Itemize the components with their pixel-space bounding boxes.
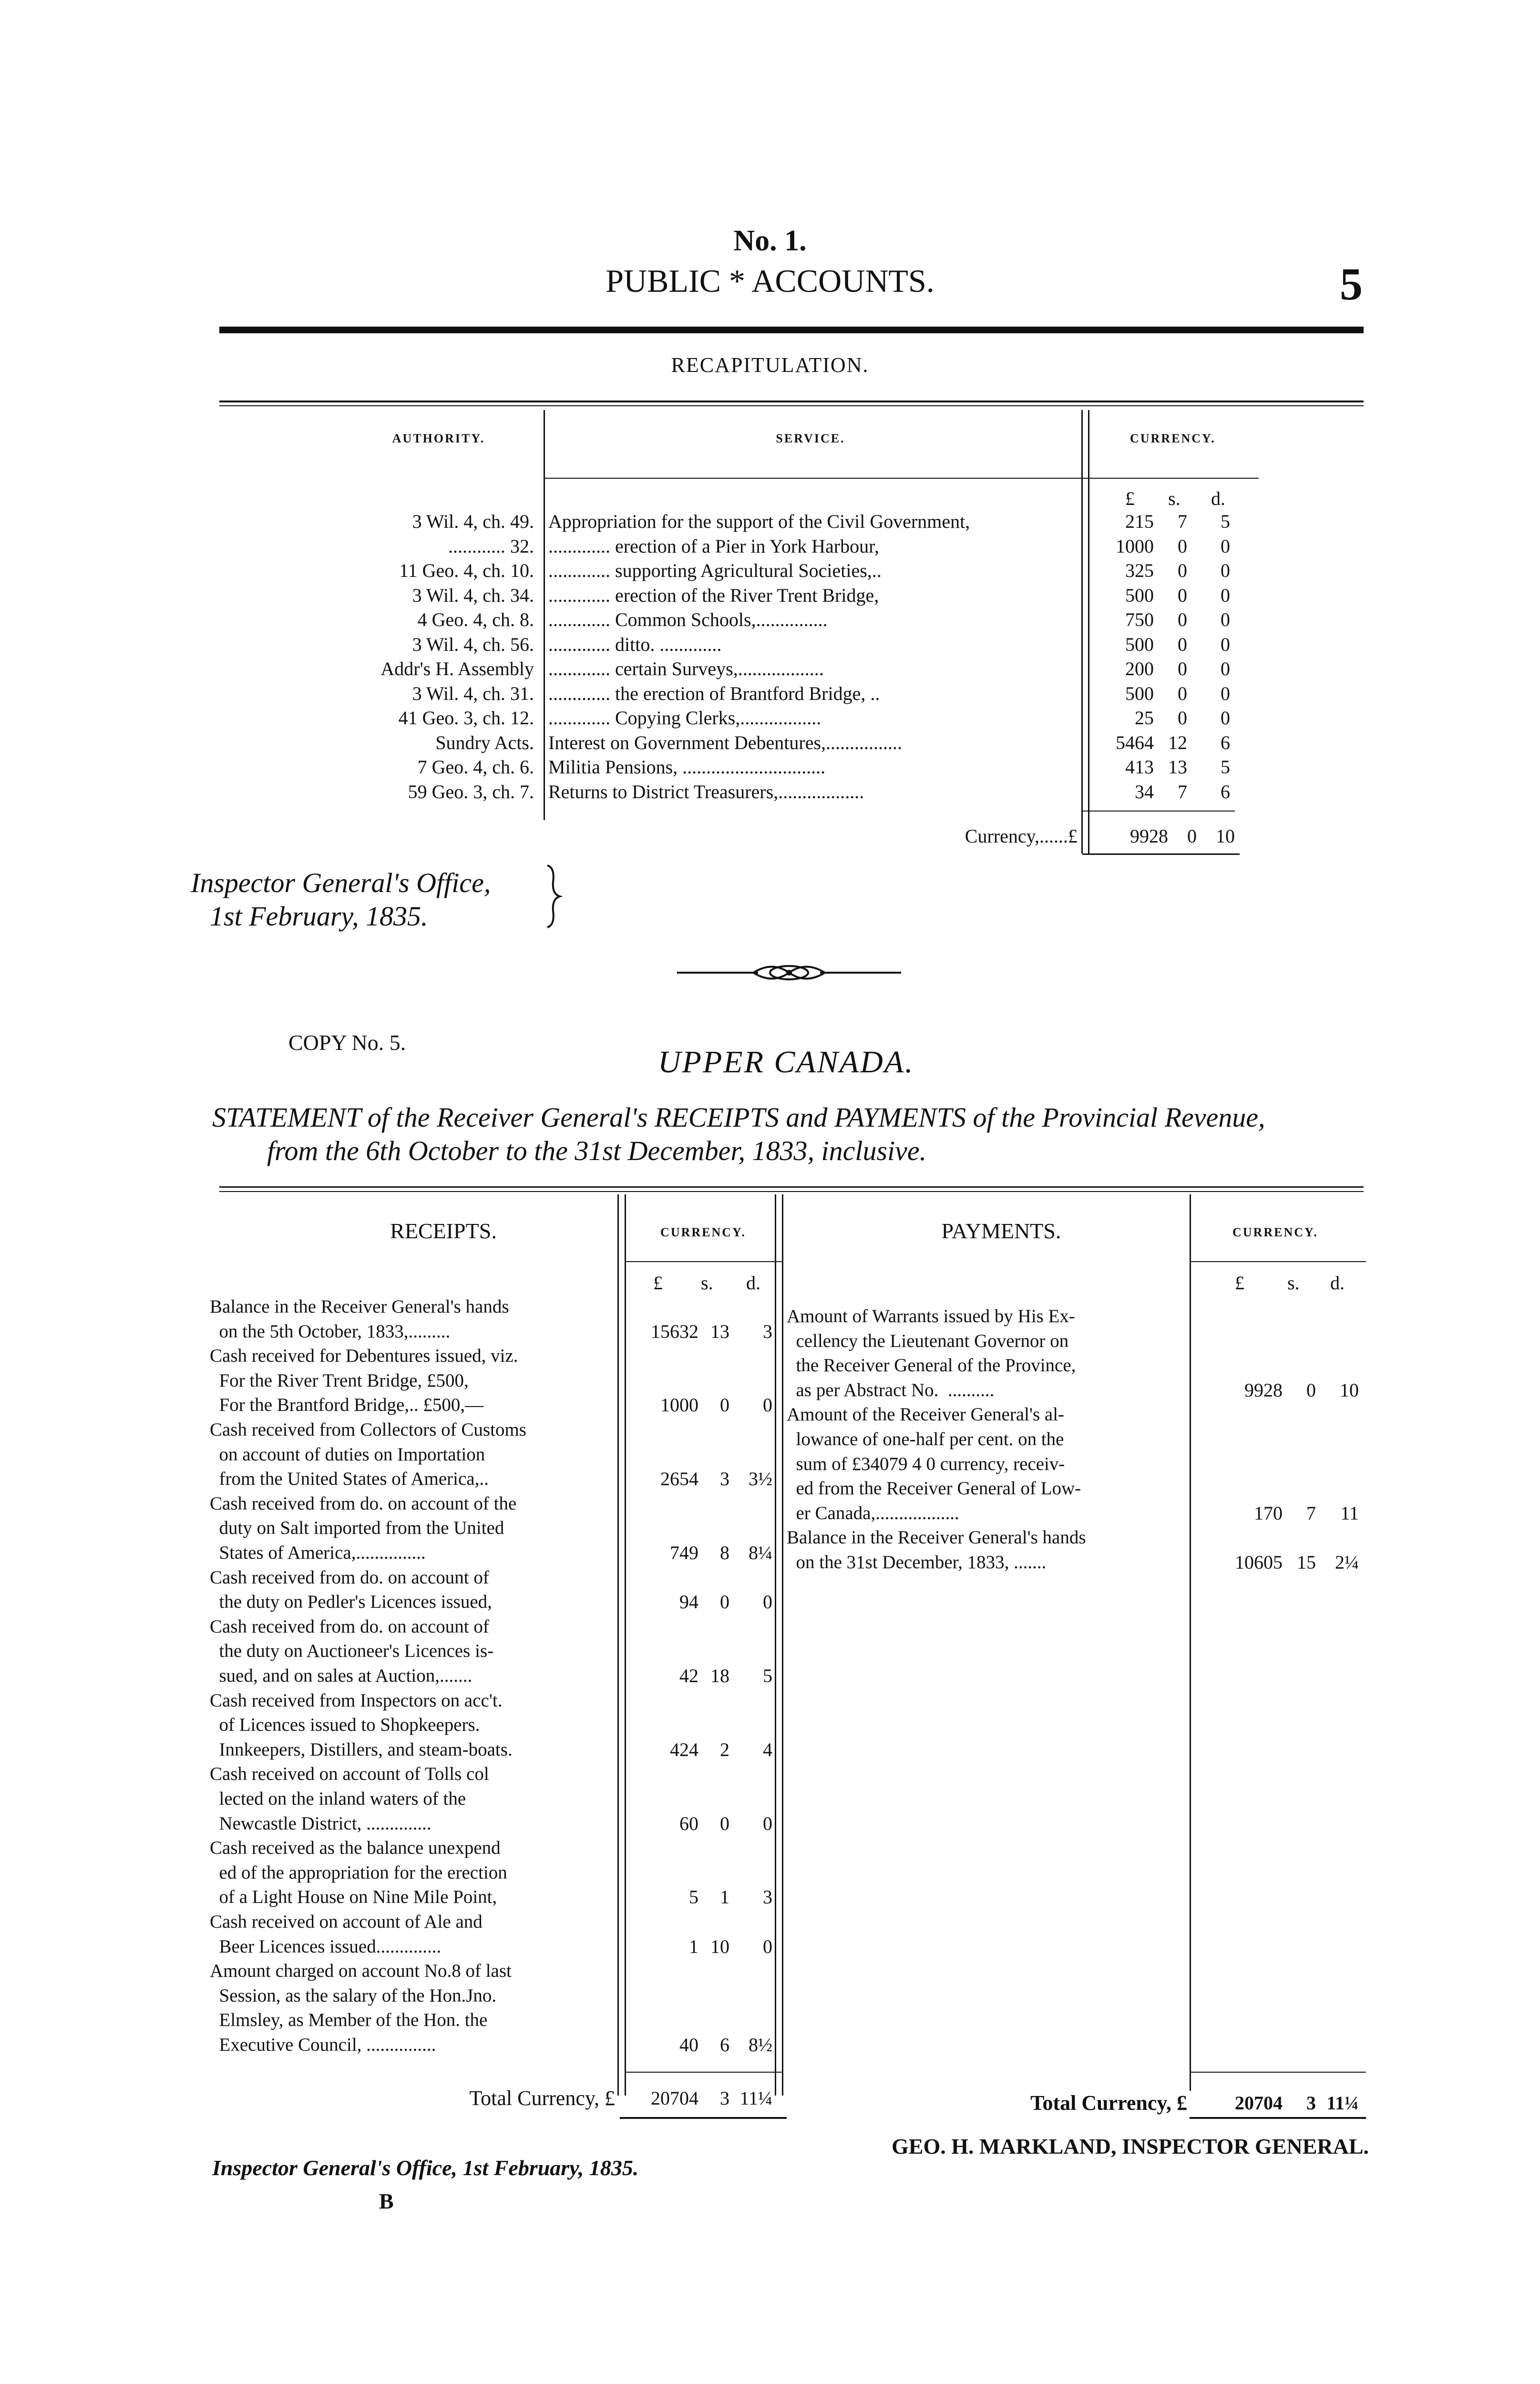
recap-total-label: Currency,......£ [965, 825, 1078, 847]
receipt-shillings: 0 [720, 1812, 729, 1834]
recap-shillings: 13 [1168, 756, 1187, 778]
receipt-line: of Licences issued to Shopkeepers. [210, 1715, 480, 1736]
recap-authority: 11 Geo. 4, ch. 10. [399, 560, 534, 581]
recap-divider-3 [1088, 410, 1089, 853]
stmt-total-label-right: Total Currency, £ [1030, 2091, 1187, 2115]
receipt-pounds: 1 [689, 1935, 698, 1957]
recapitulation-title: RECAPITULATION. [671, 353, 869, 377]
recap-pounds: 413 [1125, 756, 1154, 778]
recap-pounds: 34 [1135, 781, 1154, 802]
recap-shillings: 12 [1168, 731, 1187, 753]
recap-pounds: 500 [1125, 584, 1154, 606]
receipt-line: For the River Trent Bridge, £500, [210, 1370, 469, 1391]
recap-pounds: 25 [1135, 707, 1154, 729]
receipt-pence: 3½ [749, 1468, 772, 1490]
receipt-pounds: 749 [670, 1542, 698, 1563]
receipt-pounds: 40 [679, 2034, 698, 2055]
receipt-shillings: 10 [710, 1935, 729, 1957]
stmt-total-label-left: Total Currency, £ [469, 2086, 615, 2110]
receipt-pence: 3 [763, 1886, 772, 1908]
recap-col-service: SERVICE. [776, 432, 845, 445]
receipt-line: Newcastle District, .............. [210, 1813, 431, 1834]
recap-col-authority: AUTHORITY. [392, 432, 485, 445]
receipt-shillings: 18 [710, 1665, 729, 1686]
receipt-shillings: 0 [720, 1591, 729, 1613]
header-rule [219, 327, 1364, 333]
stmt-unit-pounds-2: £ [1235, 1272, 1244, 1294]
recap-head-rule [544, 478, 1259, 479]
receipt-pounds: 15632 [651, 1320, 698, 1342]
payment-pounds: 170 [1254, 1502, 1283, 1524]
recap-pounds: 325 [1125, 560, 1154, 581]
stmt-total-right-shillings: 3 [1306, 2092, 1316, 2114]
statement-title-line2: from the 6th October to the 31st December, 1833, inclusive. [267, 1135, 927, 1166]
recap-authority: 59 Geo. 3, ch. 7. [408, 781, 534, 802]
payment-line: sum of £34079 4 0 currency, receiv- [787, 1453, 1065, 1474]
payment-pounds: 10605 [1235, 1552, 1283, 1573]
recap-unit-pence: d. [1211, 488, 1225, 509]
stmt-total-rule-1 [620, 2117, 787, 2119]
payment-line: Amount of Warrants issued by His Ex- [787, 1306, 1075, 1326]
payment-shillings: 7 [1306, 1502, 1316, 1524]
receipt-line: Cash received on account of Tolls col [210, 1764, 489, 1785]
receipt-shillings: 13 [710, 1320, 729, 1342]
recap-top-rule-thin [219, 405, 1364, 406]
payment-shillings: 0 [1306, 1379, 1316, 1401]
recap-pounds: 215 [1125, 511, 1154, 532]
receipt-shillings: 3 [720, 1468, 729, 1490]
receipt-line: Session, as the salary of the Hon.Jno. [210, 1985, 497, 2006]
recap-signature-line2: 1st February, 1835. [210, 901, 428, 932]
stmt-divider-1 [617, 1194, 619, 2096]
recap-service: ............. certain Surveys,.................. [548, 658, 824, 679]
stmt-total-left-pounds: 20704 [651, 2087, 698, 2109]
recap-total-pounds: 9928 [1130, 825, 1168, 847]
payment-pounds: 9928 [1244, 1379, 1283, 1401]
receipt-pence: 0 [763, 1812, 772, 1834]
receipt-line: Cash received from do. on account of [210, 1616, 489, 1637]
upper-canada-heading: UPPER CANADA. [658, 1045, 914, 1079]
recap-authority: Sundry Acts. [435, 731, 534, 753]
recap-service: ............. Common Schools,............... [548, 609, 828, 630]
recap-pence: 0 [1221, 707, 1230, 729]
receipt-pence: 3 [763, 1320, 772, 1342]
receipt-line: of a Light House on Nine Mile Point, [210, 1887, 497, 1908]
recap-authority: 3 Wil. 4, ch. 56. [412, 633, 534, 655]
stmt-unit-shillings-2: s. [1287, 1272, 1300, 1294]
payment-line: lowance of one-half per cent. on the [787, 1429, 1064, 1449]
receipt-line: For the Brantford Bridge,.. £500,— [210, 1395, 484, 1416]
receipt-line: Cash received from Collectors of Customs [210, 1419, 526, 1440]
recap-service: Returns to District Treasurers,.................. [548, 781, 864, 802]
stmt-col-receipts: RECEIPTS. [390, 1219, 497, 1243]
stmt-top-rule-thin [219, 1191, 1364, 1192]
footer-office: Inspector General's Office, 1st February, 1835. [212, 2156, 639, 2180]
recap-authority: 7 Geo. 4, ch. 6. [417, 756, 534, 778]
recap-divider-2 [1081, 410, 1083, 853]
stmt-col-currency-2: CURRENCY. [1232, 1225, 1318, 1239]
recap-top-rule [219, 401, 1364, 402]
receipt-line: from the United States of America,.. [210, 1469, 489, 1490]
recap-pence: 0 [1221, 609, 1230, 630]
payment-pence: 2¼ [1335, 1552, 1359, 1573]
recap-service: ............. supporting Agricultural Societies,.. [548, 560, 882, 581]
receipt-pence: 5 [763, 1665, 772, 1686]
recap-col-currency: CURRENCY. [1130, 432, 1216, 445]
recap-shillings: 0 [1178, 682, 1187, 704]
receipt-line: sued, and on sales at Auction,....... [210, 1665, 472, 1686]
stmt-divider-5 [1190, 1194, 1191, 2091]
recap-total-shillings: 0 [1187, 825, 1197, 847]
recap-service: ............. erection of a Pier in York Harbour, [548, 535, 879, 557]
recap-sum-rule [1082, 811, 1235, 812]
recap-pence: 6 [1221, 731, 1230, 753]
stmt-col-currency: CURRENCY. [660, 1225, 746, 1239]
payment-line: Balance in the Receiver General's hands [787, 1527, 1086, 1548]
recap-authority: 3 Wil. 4, ch. 31. [412, 682, 534, 704]
recap-authority: ............ 32. [448, 535, 534, 557]
recap-service: Appropriation for the support of the Civil Government, [548, 511, 970, 532]
stmt-total-right-pence: 11¼ [1326, 2092, 1359, 2114]
recap-total-pence: 10 [1216, 825, 1235, 847]
payment-pence: 11 [1340, 1502, 1359, 1524]
stmt-head-rule-1 [625, 1261, 782, 1262]
recap-service: Militia Pensions, .............................. [548, 756, 826, 778]
receipt-pounds: 60 [679, 1812, 698, 1834]
recap-service: Interest on Government Debentures,................ [548, 731, 903, 753]
receipt-line: Cash received from do. on account of the [210, 1493, 517, 1514]
receipt-line: ed of the appropriation for the erection [210, 1862, 507, 1883]
recap-pence: 0 [1221, 560, 1230, 581]
receipt-line: Cash received from do. on account of [210, 1567, 489, 1588]
recap-authority: Addr's H. Assembly [380, 658, 534, 679]
page-number: 5 [1340, 258, 1363, 309]
receipt-pence: 0 [763, 1394, 772, 1416]
footer-signer: GEO. H. MARKLAND, INSPECTOR GENERAL. [892, 2134, 1369, 2158]
payment-line: Amount of the Receiver General's al- [787, 1404, 1065, 1425]
stmt-unit-shillings: s. [701, 1272, 713, 1294]
recap-shillings: 0 [1178, 633, 1187, 655]
receipt-line: Innkeepers, Distillers, and steam-boats. [210, 1739, 513, 1760]
stmt-total-left-shillings: 3 [720, 2087, 729, 2109]
receipt-line: Cash received for Debentures issued, viz. [210, 1346, 518, 1367]
stmt-sum-rule-1 [625, 2072, 782, 2073]
recap-pence: 5 [1221, 756, 1230, 778]
payment-line: cellency the Lieutenant Governor on [787, 1330, 1069, 1351]
receipt-line: lected on the inland waters of the [210, 1788, 466, 1809]
recap-pence: 0 [1221, 584, 1230, 606]
receipt-line: Cash received on account of Ale and [210, 1911, 483, 1932]
receipt-pounds: 1000 [660, 1394, 698, 1416]
receipt-pounds: 5 [689, 1886, 698, 1908]
recap-pounds: 500 [1125, 633, 1154, 655]
receipt-line: Amount charged on account No.8 of last [210, 1961, 512, 1982]
stmt-total-right-pounds: 20704 [1235, 2092, 1283, 2114]
receipt-line: on account of duties on Importation [210, 1444, 485, 1465]
receipt-shillings: 1 [720, 1886, 729, 1908]
recap-shillings: 0 [1178, 560, 1187, 581]
statement-title-line1: STATEMENT of the Receiver General's RECEIPTS and PAYMENTS of the Provincial Revenue, [212, 1102, 1265, 1133]
receipt-pence: 8½ [749, 2034, 772, 2055]
document-number: No. 1. [733, 225, 807, 257]
payment-line: as per Abstract No. .......... [787, 1379, 995, 1400]
stmt-head-rule-2 [1190, 1261, 1366, 1262]
page-title: PUBLIC * ACCOUNTS. [606, 263, 934, 299]
stmt-total-rule-2 [1190, 2117, 1366, 2119]
recap-pounds: 5464 [1116, 731, 1154, 753]
receipt-pence: 8¼ [749, 1542, 772, 1563]
recap-shillings: 7 [1178, 511, 1187, 532]
recap-service: ............. erection of the River Trent Bridge, [548, 584, 879, 606]
recap-pounds: 200 [1125, 658, 1154, 679]
payment-pence: 10 [1340, 1379, 1359, 1401]
copy-label: COPY No. 5. [288, 1030, 406, 1055]
receipt-line: Executive Council, ............... [210, 2035, 436, 2055]
recap-shillings: 0 [1178, 584, 1187, 606]
receipt-pounds: 424 [670, 1738, 698, 1760]
recap-pence: 0 [1221, 633, 1230, 655]
receipt-line: duty on Salt imported from the United [210, 1518, 504, 1539]
recap-authority: 3 Wil. 4, ch. 49. [412, 511, 534, 532]
stmt-col-payments: PAYMENTS. [941, 1219, 1061, 1243]
receipt-line: Beer Licences issued.............. [210, 1936, 441, 1957]
recap-pence: 6 [1221, 781, 1230, 802]
stmt-divider-3 [775, 1194, 776, 2096]
stmt-unit-pence: d. [746, 1272, 760, 1294]
signature-mark: B [379, 2189, 394, 2213]
receipt-line: Cash received as the balance unexpend [210, 1838, 501, 1859]
receipt-shillings: 8 [720, 1542, 729, 1563]
recap-pounds: 750 [1125, 609, 1154, 630]
recap-pence: 0 [1221, 658, 1230, 679]
recap-pence: 5 [1221, 511, 1230, 532]
recap-total-rule [1082, 853, 1240, 855]
receipt-pence: 4 [763, 1738, 772, 1760]
receipt-line: the duty on Pedler's Licences issued, [210, 1592, 492, 1613]
recap-pounds: 1000 [1116, 535, 1154, 557]
recap-pounds: 500 [1125, 682, 1154, 704]
recap-shillings: 0 [1178, 658, 1187, 679]
receipt-line: States of America,............... [210, 1542, 426, 1563]
recap-authority: 3 Wil. 4, ch. 34. [412, 584, 534, 606]
stmt-divider-4 [782, 1194, 783, 2096]
receipt-pence: 0 [763, 1591, 772, 1613]
recap-authority: 41 Geo. 3, ch. 12. [398, 707, 534, 729]
receipt-shillings: 6 [720, 2034, 729, 2055]
recap-authority: 4 Geo. 4, ch. 8. [417, 609, 534, 630]
recap-divider-1 [544, 410, 545, 820]
recap-pence: 0 [1221, 535, 1230, 557]
stmt-unit-pounds: £ [653, 1272, 663, 1294]
stmt-unit-pence-2: d. [1330, 1272, 1345, 1294]
recap-pence: 0 [1221, 682, 1230, 704]
payment-shillings: 15 [1297, 1552, 1316, 1573]
stmt-total-left-pence: 11¼ [739, 2087, 772, 2109]
receipt-line: on the 5th October, 1833,......... [210, 1321, 451, 1342]
receipt-line: Elmsley, as Member of the Hon. the [210, 2010, 488, 2031]
payment-line: er Canada,.................. [787, 1502, 959, 1523]
stmt-sum-rule-2 [1190, 2072, 1366, 2073]
receipt-line: Cash received from Inspectors on acc't. [210, 1690, 503, 1711]
receipt-pence: 0 [763, 1935, 772, 1957]
recap-shillings: 7 [1178, 781, 1187, 802]
receipt-pounds: 2654 [660, 1468, 698, 1490]
receipt-line: the duty on Auctioneer's Licences is- [210, 1641, 494, 1662]
recap-unit-shillings: s. [1168, 488, 1181, 509]
receipt-line: Balance in the Receiver General's hands [210, 1296, 509, 1317]
recap-signature-line1: Inspector General's Office, [191, 867, 491, 898]
receipt-pounds: 94 [679, 1591, 698, 1613]
payment-line: ed from the Receiver General of Low- [787, 1478, 1081, 1499]
receipt-shillings: 0 [720, 1394, 729, 1416]
payment-line: the Receiver General of the Province, [787, 1355, 1076, 1376]
payment-line: on the 31st December, 1833, ....... [787, 1552, 1047, 1572]
receipt-shillings: 2 [720, 1738, 729, 1760]
stmt-top-rule [219, 1186, 1364, 1188]
ornament-divider-icon [677, 958, 901, 987]
recap-service: ............. ditto. ............. [548, 633, 722, 655]
stmt-divider-2 [625, 1194, 626, 2096]
recap-shillings: 0 [1178, 707, 1187, 729]
recap-service: ............. the erection of Brantford Bridge, .. [548, 682, 880, 704]
recap-shillings: 0 [1178, 609, 1187, 630]
recap-service: ............. Copying Clerks,................. [548, 707, 821, 729]
recap-unit-pounds: £ [1125, 488, 1135, 509]
recap-shillings: 0 [1178, 535, 1187, 557]
brace-icon [544, 863, 563, 930]
receipt-pounds: 42 [679, 1665, 698, 1686]
